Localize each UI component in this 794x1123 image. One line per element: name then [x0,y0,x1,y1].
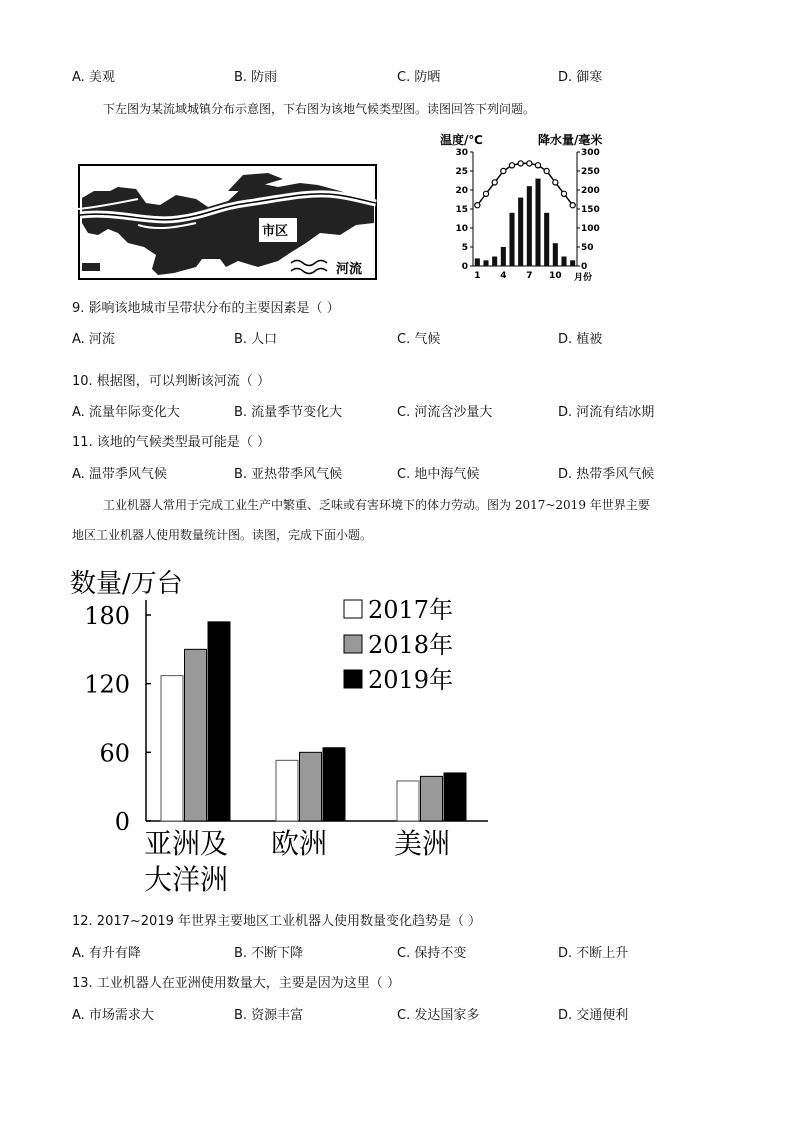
temperature-point [527,161,532,166]
q12-option-b: B. 不断下降 [234,946,304,961]
precip-tick-label: 300 [581,148,600,158]
q11-option-b: B. 亚热带季风气候 [234,467,343,482]
temp-tick-label: 5 [461,243,468,253]
temp-tick-label: 10 [455,224,468,234]
q10-option-b: B. 流量季节变化大 [234,405,343,420]
y-tick-label: 120 [84,670,130,699]
y-tick-label: 60 [99,739,130,768]
q13-options [0,1004,794,1024]
category-label: 美洲 [393,827,451,860]
q13-option-d: D. 交通便利 [558,1008,629,1023]
precip-bar [527,186,532,266]
q13-option-b: B. 资源丰富 [234,1008,304,1023]
precip-bar [544,213,549,266]
precip-tick-label: 250 [581,167,600,177]
month-tick-label: 7 [526,271,533,281]
month-tick-label: 4 [500,271,507,281]
q12-option-d: D. 不断上升 [558,946,629,961]
bar-2019年 [323,748,345,821]
climate-chart [440,128,620,284]
intro-paragraph-2-line1: 工业机器人常用于完成工业生产中繁重、乏味或有害环境下的体力劳动。图为 2017~2019 年世界主要 [103,498,650,512]
precip-bar [561,257,566,267]
precip-tick-label: 0 [581,262,588,272]
month-unit: 月份 [574,273,593,283]
temperature-point [553,180,558,185]
q11-option-d: D. 热带季风气候 [558,467,655,482]
q13-option-a: A. 市场需求大 [72,1008,154,1023]
precip-tick-label: 100 [581,224,600,234]
temperature-point [561,191,566,196]
category-label: 大洋洲 [143,863,229,896]
legend-label: 2017年 [368,596,454,624]
temp-tick-label: 30 [455,148,468,158]
city-label: 市区 [262,224,289,239]
q12-option-a: A. 有升有降 [72,946,141,961]
legend-label: 2018年 [368,631,454,659]
q10-stem: 10. 根据图，可以判断该河流（ ） [72,374,270,389]
q12-option-c: C. 保持不变 [397,946,467,961]
q11-option-a: A. 温带季风气候 [72,467,167,482]
legend-label: 2019年 [368,666,454,694]
bar-2018年 [185,649,207,821]
precip-bar [509,213,514,266]
precip-axis-title: 降水量/毫米 [538,133,603,147]
q10-option-c: C. 河流含沙量大 [397,405,493,420]
q10-option-a: A. 流量年际变化大 [72,405,180,420]
q9-option-b: B. 人口 [234,332,278,347]
bar-2019年 [208,622,230,821]
month-tick-label: 1 [474,271,481,281]
y-tick-label: 180 [84,602,130,630]
bar-2017年 [161,676,183,821]
precip-bar [492,257,497,267]
category-label: 亚洲及 [143,827,229,860]
precip-bar [518,198,523,266]
q8-option-c: C. 防晒 [397,70,441,85]
temperature-point [475,203,480,208]
month-tick-label: 10 [549,271,562,281]
q8-option-a: A. 美观 [72,70,115,85]
q11-options [0,463,794,483]
precip-bar [483,260,488,266]
temperature-point [492,180,497,185]
temperature-point [570,203,575,208]
river-city-map [78,163,378,283]
q8-options [0,66,794,86]
bar-2018年 [421,776,443,821]
precip-bar [501,247,506,266]
river-label: 河流 [336,262,363,277]
q8-option-b: B. 防雨 [234,70,278,85]
bar-2018年 [300,752,322,821]
q13-option-c: C. 发达国家多 [397,1008,480,1023]
temperature-point [483,191,488,196]
q11-option-c: C. 地中海气候 [397,467,480,482]
legend-swatch [344,670,362,688]
intro-paragraph-2-line2: 地区工业机器人使用数量统计图。读图，完成下面小题。 [72,528,373,542]
bar-2017年 [397,781,419,821]
temperature-point [509,163,514,168]
precip-tick-label: 50 [581,243,594,253]
q12-options [0,942,794,962]
temperature-point [501,168,506,173]
legend-swatch [344,600,362,618]
q8-option-d: D. 御寒 [558,70,603,85]
q9-options [0,328,794,348]
q13-stem: 13. 工业机器人在亚洲使用数量大，主要是因为这里（ ） [72,976,400,991]
temperature-point [535,163,540,168]
temperature-line [477,163,572,205]
q10-options [0,401,794,421]
precip-tick-label: 200 [581,186,600,196]
temp-tick-label: 15 [455,205,468,215]
temperature-point [518,161,523,166]
q9-stem: 9. 影响该地城市呈带状分布的主要因素是（ ） [72,301,340,316]
temperature-point [544,168,549,173]
q9-option-d: D. 植被 [558,332,603,347]
robot-bar-chart [66,560,506,900]
precip-tick-label: 150 [581,205,600,215]
q12-stem: 12. 2017~2019 年世界主要地区工业机器人使用数量变化趋势是（ ） [72,914,482,929]
category-label: 欧洲 [270,827,328,860]
q9-option-a: A. 河流 [72,332,115,347]
legend-swatch [344,635,362,653]
intro-paragraph-1: 下左图为某流域城镇分布示意图，下右图为该地气候类型图。读图回答下列问题。 [103,102,536,116]
chart-ylabel: 数量/万台 [70,569,183,599]
q10-option-d: D. 河流有结冰期 [558,405,655,420]
temp-tick-label: 0 [461,262,468,272]
temp-tick-label: 20 [455,186,468,196]
precip-bar [535,179,540,266]
precip-bar [553,243,558,266]
q9-option-c: C. 气候 [397,332,441,347]
precip-bar [475,258,480,266]
q11-stem: 11. 该地的气候类型最可能是（ ） [72,435,270,450]
y-tick-label: 0 [114,808,130,836]
temp-tick-label: 25 [455,167,468,177]
bar-2019年 [444,773,466,821]
bar-2017年 [276,760,298,821]
precip-bar [570,260,575,266]
temp-axis-title: 温度/℃ [440,133,483,147]
